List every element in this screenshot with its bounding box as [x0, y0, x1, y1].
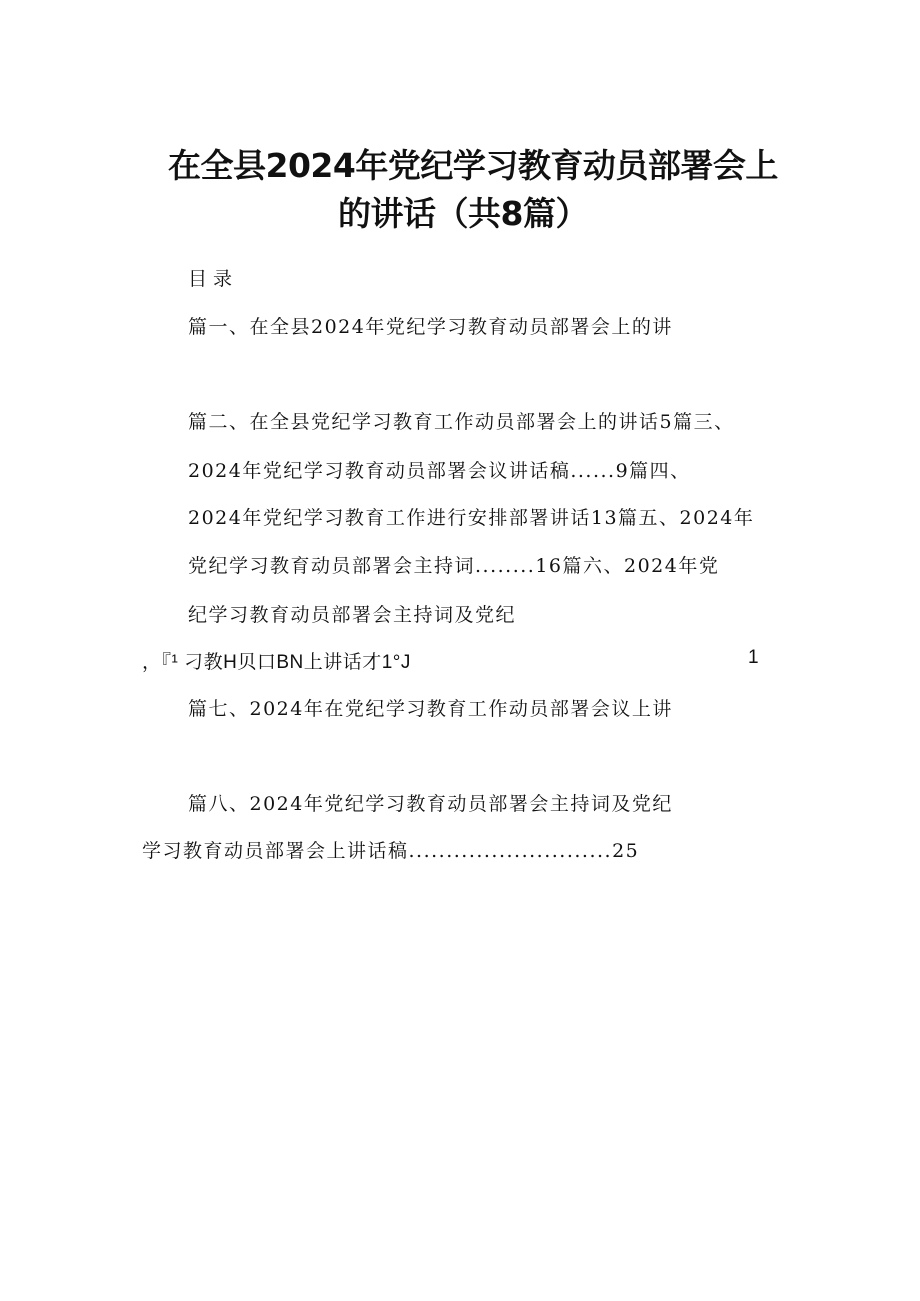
toc-entry-7-page-number: 1	[748, 647, 760, 668]
toc-entry-6: 纪学习教育动员部署会主持词及党纪	[188, 604, 517, 626]
toc-heading: 目录	[188, 268, 239, 290]
toc-entry-4: 2024年党纪学习教育工作进行安排部署讲话13篇五、2024年	[188, 507, 755, 529]
document-title-line-2: 的讲话（共8篇）	[338, 194, 588, 233]
toc-entry-7-garbled: ，『¹ 刁教H贝口BN上讲话才1°J	[142, 652, 411, 673]
toc-entry-8: 篇七、2024年在党纪学习教育工作动员部署会议上讲	[188, 698, 673, 720]
toc-entry-5: 党纪学习教育动员部署会主持词........16篇六、2024年党	[188, 555, 720, 577]
document-title-line-1: 在全县2024年党纪学习教育动员部署会上	[168, 146, 778, 185]
toc-entry-1: 篇一、在全县2024年党纪学习教育动员部署会上的讲	[188, 316, 673, 338]
toc-entry-10: 学习教育动员部署会上讲话稿...........................25	[142, 840, 640, 862]
toc-entry-2: 篇二、在全县党纪学习教育工作动员部署会上的讲话5篇三、	[188, 411, 735, 433]
toc-entry-9: 篇八、2024年党纪学习教育动员部署会主持词及党纪	[188, 793, 673, 815]
toc-entry-3: 2024年党纪学习教育动员部署会议讲话稿......9篇四、	[188, 460, 691, 482]
